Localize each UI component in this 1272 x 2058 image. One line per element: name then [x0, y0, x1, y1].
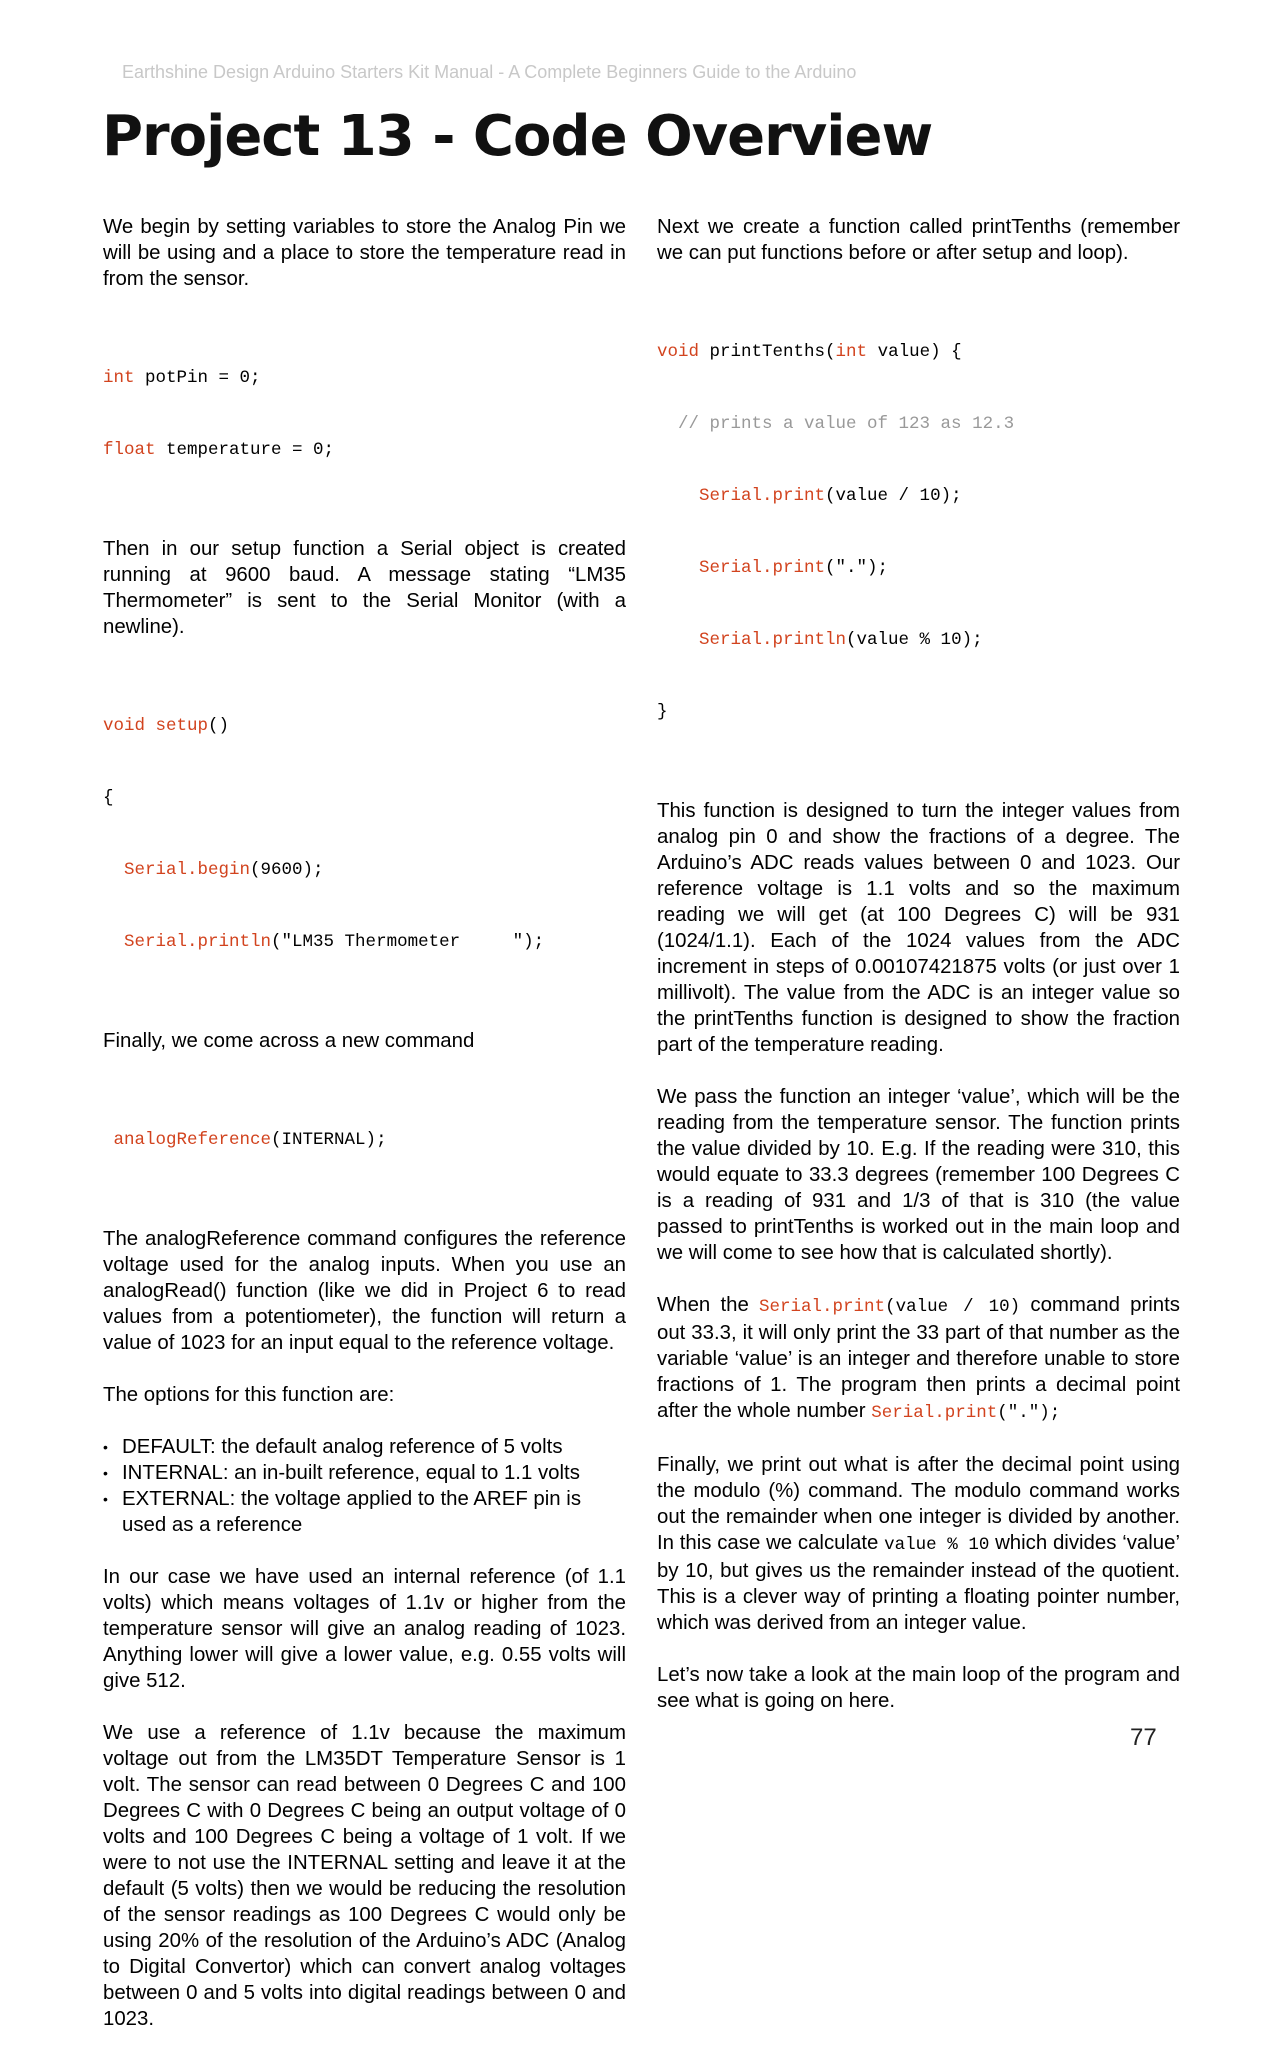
code-line — [103, 714, 626, 738]
options-list — [103, 1434, 626, 1538]
code-line — [657, 700, 1180, 724]
paragraph: This function is designed to turn the integer values from analog pin 0 and show the fractions of a degree. The Arduino’s ADC reads values between 0 and 1023. Our reference voltage is 1.1 volts and so the maximum reading we will get (at 100 Degrees C) will be 931 (1024/1.1). Each of the 1024 values from the ADC increment in steps of 0.00107421875 volts (or just over 1 millivolt). The value from the ADC is an integer value so the printTenths function is designed to show the fraction part of the temperature reading. — [657, 800, 1180, 1056]
paragraph: We pass the function an integer ‘value’, which will be the reading from the temperature sensor. The function prints the value divided by 10. E.g. If the reading were 310, this would equate to 33.3 degrees (remember 100 Degrees C is a reading of 931 and 1/3 of that is 310 (the value passed to printTenths is worked out in the main loop and we will come to see how that is calculated shortly). — [657, 1086, 1180, 1264]
paragraph: We begin by setting variables to store the Analog Pin we will be using and a place to store the temperature read in from the sensor. — [103, 216, 626, 290]
code-text: () — [208, 716, 230, 736]
paragraph — [657, 1292, 1180, 1426]
code-function: setup — [155, 716, 209, 736]
inline-code-function: Serial.print — [759, 1297, 886, 1317]
list-item: • DEFAULT: the default analog reference of 5 volts — [103, 1434, 626, 1460]
code-keyword: void — [657, 342, 700, 362]
code-text: printTenths( — [699, 342, 836, 362]
code-line — [103, 366, 626, 390]
code-line — [657, 628, 1180, 652]
paragraph: Let’s now take a look at the main loop of the program and see what is going on here. — [657, 1664, 1180, 1712]
code-text: potPin = 0; — [134, 368, 261, 388]
code-text: ("."); — [825, 558, 889, 578]
left-column — [103, 214, 626, 2058]
code-text: value) { — [867, 342, 962, 362]
code-keyword: int — [103, 368, 135, 388]
code-block-variables — [103, 318, 626, 510]
list-item: • EXTERNAL: the voltage applied to the AREF pin is used as a reference — [103, 1486, 626, 1538]
code-text: { — [103, 788, 114, 808]
code-text: (9600); — [250, 860, 324, 880]
paragraph: Then in our setup function a Serial object is created running at 9600 baud. A message stating “LM35 Thermometer” is sent to the Serial Monitor (with a newline). — [103, 538, 626, 638]
paragraph: The analogReference command configures the reference voltage used for the analog inputs. When you use an analogRead() function (like we did in Project 6 to read values from a potentiometer), the function will return a value of 1023 for an input equal to the reference voltage. — [103, 1228, 626, 1354]
code-block-printtenths — [657, 292, 1180, 772]
code-text: (value % 10); — [846, 630, 983, 650]
text-run: which divides ‘value’ by 10, but gives us the remainder instead of the quotient. This is a clever way of printing a floating pointer number, which was derived from an integer value. — [657, 1532, 1180, 1634]
code-function: Serial.print — [699, 486, 826, 506]
code-function: Serial.println — [124, 932, 272, 952]
code-text: } — [657, 702, 668, 722]
code-block-setup — [103, 666, 626, 1002]
code-line — [103, 930, 626, 954]
code-text: (value / 10); — [825, 486, 962, 506]
code-line — [657, 412, 1180, 436]
code-text: ("LM35 Thermometer "); — [271, 932, 545, 952]
list-item: • INTERNAL: an in-built reference, equal to 1.1 volts — [103, 1460, 626, 1486]
text-run: When the — [657, 1294, 760, 1316]
code-line — [103, 1128, 626, 1152]
paragraph: Finally, we come across a new command — [103, 1030, 475, 1052]
code-function: Serial.println — [699, 630, 847, 650]
text-run: Finally, we print out what is after the decimal point using the modulo (%) command. The modulo command works out the remainder when one integer is divided by another. In this case we calculate — [657, 1454, 1180, 1554]
right-column — [657, 214, 1180, 1740]
code-keyword: int — [835, 342, 868, 362]
paragraph — [657, 1452, 1180, 1636]
code-function: analogReference — [113, 1130, 272, 1150]
code-text — [145, 716, 156, 736]
inline-code: value % 10 — [884, 1535, 990, 1555]
code-block-analogreference — [103, 1080, 626, 1200]
code-function: Serial.begin — [124, 860, 251, 880]
code-comment: // prints a value of 123 as 12.3 — [678, 414, 1015, 434]
inline-code: ("."); — [997, 1403, 1061, 1423]
text-run: command prints out 33.3, it will only print the 33 part of that number as the variable ‘value’ is an integer and therefore unable to store fractions of 1. The program then prints a decimal point after the whole number — [657, 1294, 1180, 1422]
code-function: Serial.print — [699, 558, 826, 578]
code-line — [103, 858, 626, 882]
code-text: (INTERNAL); — [271, 1130, 387, 1150]
paragraph: We use a reference of 1.1v because the maximum voltage out from the LM35DT Temperature Sensor is 1 volt. The sensor can read between 0 Degrees C and 100 Degrees C with 0 Degrees C being an output voltage of 0 volts and 100 Degrees C being a voltage of 1 volt. If we were to not use the INTERNAL setting and leave it at the default (5 volts) then we would be reducing the resolution of the sensor readings as 100 Degrees C would only be using 20% of the resolution of the Arduino’s ADC (Analog to Digital Convertor) which can convert analog voltages between 0 and 5 volts into digital readings between 0 and 1023. — [103, 1722, 626, 2030]
paragraph: The options for this function are: — [103, 1384, 395, 1406]
code-line — [657, 340, 1180, 364]
code-text: temperature = 0; — [155, 440, 335, 460]
code-line — [103, 786, 626, 810]
code-line — [657, 556, 1180, 580]
inline-code: (value / 10) — [885, 1297, 1021, 1317]
code-keyword: void — [103, 716, 146, 736]
code-line — [657, 484, 1180, 508]
running-header: Earthshine Design Arduino Starters Kit Manual - A Complete Beginners Guide to the Arduino — [122, 62, 857, 82]
paragraph: Next we create a function called printTenths (remember we can put functions before or after setup and loop). — [657, 216, 1180, 264]
page-number: 77 — [1130, 1724, 1157, 1751]
inline-code-function: Serial.print — [871, 1403, 998, 1423]
code-keyword: float — [103, 440, 156, 460]
paragraph: In our case we have used an internal reference (of 1.1 volts) which means voltages of 1.1v or higher from the temperature sensor will give an analog reading of 1023. Anything lower will give a lower value, e.g. 0.55 volts will give 512. — [103, 1566, 626, 1692]
code-line — [103, 438, 626, 462]
page-title: Project 13 - Code Overview — [102, 104, 933, 169]
